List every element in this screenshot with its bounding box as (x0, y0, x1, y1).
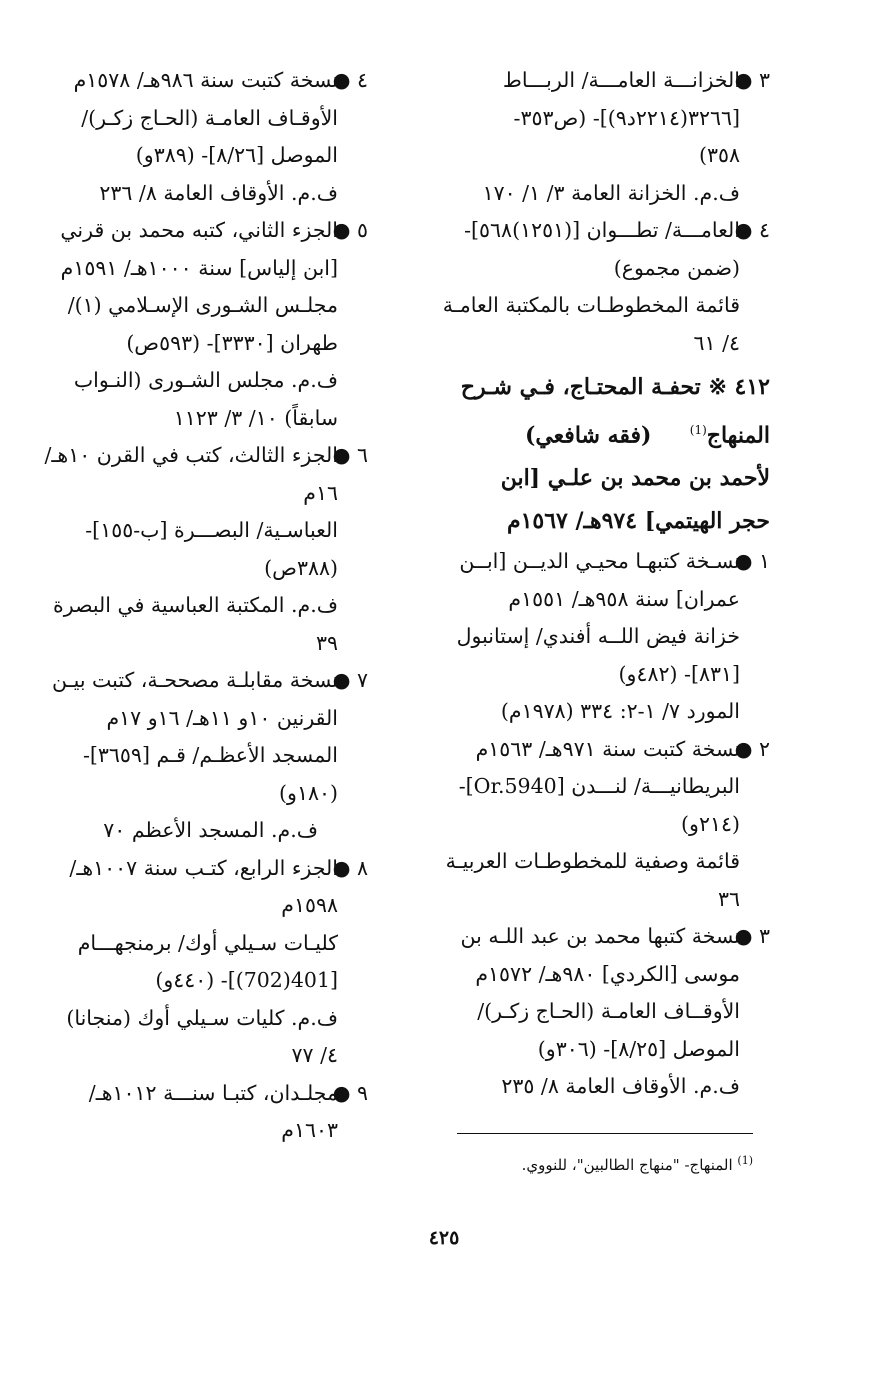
entry-line: ٤/ ٧٧ (291, 1043, 338, 1067)
entry-line: ف.م. المسجد الأعظم ٧٠ (103, 818, 318, 842)
work-title-line (420, 409, 770, 457)
entry-line: ف.م. الأوقاف العامة ٨/ ٢٣٥ (501, 1074, 740, 1099)
entry-line: الموصل [٨/٢٦]- (٣٨٩و) (135, 143, 338, 167)
entry-line: الأوقــاف العامـة (الحـاج زكـر)/ (477, 999, 740, 1024)
right-column (420, 62, 770, 1106)
entry-line: نسخة كتبت سنة ٩٨٦هـ/ ١٥٧٨م (73, 68, 338, 92)
work-subject: (فقه شافعي) (524, 422, 652, 449)
entry-line: نسخة مقابلـة مصححـة، كتبت بيـن (52, 668, 338, 692)
entry-line: (ضمن مجموع) (613, 255, 740, 280)
entry-line: طهران [٣٣٣٠]- (٥٩٣ص) (126, 330, 338, 355)
work-author: لأحمد بن محمد بن علـي [ابن (500, 465, 770, 492)
entry-line: الخزانـــة العامـــة/ الربـــاط (502, 68, 740, 92)
entry-line: مجلـس الشـورى الإسـلامي (١)/ (67, 293, 338, 317)
entry-line: قائمة وصفية للمخطوطـات العربيـة (445, 849, 740, 874)
manuscript-entry (420, 731, 770, 919)
entry-line: ٣٦ (717, 886, 740, 911)
manuscript-entry (28, 62, 368, 212)
manuscript-entry (420, 543, 770, 731)
footnote-reference: (1) (689, 423, 707, 437)
entry-line: قائمة المخطوطـات بالمكتبة العامـة (442, 293, 740, 317)
entry-line: عمران] سنة ٩٥٨هـ/ ١٥٥١م (508, 586, 740, 611)
entry-line: [٨٣١]- (٤٨٢و) (618, 661, 740, 686)
entry-number: ٣ ● (734, 924, 770, 949)
entry-line: الجزء الرابع، كتـب سنة ١٠٠٧هـ/ (69, 855, 338, 880)
footnote (333, 1150, 753, 1176)
entry-number: ٣ ● (734, 68, 770, 92)
entry-line: [٣٢٦٦(٢٢١٤د٩)]- (ص٣٥٣- (513, 105, 740, 130)
entry-number: ١ ● (734, 549, 770, 574)
entry-line: ١٥٩٨م (281, 893, 338, 917)
entry-line: العباسـية/ البصـــرة [ب-١٥٥]- (85, 518, 338, 542)
manuscript-entry (420, 62, 770, 212)
entry-line: (٢١٤و) (681, 811, 740, 836)
entry-line: [ابن إلياس] سنة ١٠٠٠هـ/ ١٥٩١م (60, 255, 338, 280)
manuscript-entry (28, 850, 368, 1075)
entry-line: الجزء الثاني، كتبه محمد بن قرني (60, 218, 338, 242)
entry-number: ٧ ● (332, 668, 368, 692)
entry-line: الأوقـاف العامـة (الحـاج زكـر)/ (81, 105, 338, 130)
manuscript-entry (420, 212, 770, 362)
entry-line: البريطانيـــة/ لنـــدن [Or.5940]- (458, 774, 740, 799)
entry-line: نسـخة كتبهـا محيـي الديــن [ابــن (459, 549, 740, 574)
left-column (28, 62, 368, 1150)
manuscript-entry (28, 1075, 368, 1150)
entry-line: ف.م. مجلس الشـورى (النـواب (73, 368, 338, 392)
manuscript-entry (28, 662, 368, 850)
entry-line: المورد ٧/ ١-٢: ٣٣٤ (١٩٧٨م) (500, 699, 740, 724)
entry-number: ٦ ● (332, 443, 368, 467)
entry-number: ٥ ● (332, 218, 368, 242)
entry-number: ٢ ● (734, 736, 770, 761)
entry-number: ٩ ● (332, 1080, 368, 1105)
entry-number: ٤ ● (332, 68, 368, 92)
entry-line: الموصل [٨/٢٥]- (٣٠٦و) (537, 1036, 740, 1061)
footnote-text: المنهاج- "منهاج الطالبين"، للنووي. (521, 1156, 733, 1174)
entry-line: ف.م. كليات سـيلي أوك (منجانا) (66, 1005, 338, 1030)
manuscript-entry (420, 918, 770, 1106)
entry-line: ف.م. الأوقاف العامة ٨/ ٢٣٦ (99, 180, 338, 205)
entry-line: ١٦٠٣م (281, 1118, 338, 1142)
manuscript-entry (28, 212, 368, 437)
footnote-divider (457, 1133, 753, 1134)
entry-line: القرنين ١٠و ١١هـ/ ١٦و ١٧م (106, 705, 338, 730)
entry-number: ٨ ● (332, 855, 368, 880)
entry-number: ٤ ● (734, 218, 770, 242)
entry-line: (١٨٠و) (279, 780, 338, 805)
entry-line: نسخة كتبت سنة ٩٧١هـ/ ١٥٦٣م (475, 736, 740, 761)
entry-line: ٣٥٨) (698, 143, 740, 167)
entry-line: مجلـدان، كتبـا سنـــة ١٠١٢هـ/ (88, 1080, 338, 1105)
page-number: ٤٢٥ (428, 1227, 460, 1249)
entry-line: [401(702)]- (٤٤٠و) (155, 968, 338, 992)
entry-line: العامـــة/ تطـــوان [(١٢٥١)٥٦٨]- (464, 218, 740, 242)
work-title-end: المنهاج (706, 422, 770, 449)
entry-line: كليـات سـيلي أوك/ برمنجهـــام (77, 930, 338, 955)
entry-line: ف.م. الخزانة العامة ٣/ ١/ ١٧٠ (482, 180, 740, 205)
entry-line: ١٦م (303, 480, 338, 505)
work-title: تحفـة المحتـاج، فـي شـرح (460, 374, 701, 400)
work-number: ٤١٢ ※ (708, 374, 770, 400)
entry-line: سابقاً) ١٠/ ٣/ ١١٢٣ (173, 405, 338, 430)
entry-line: الجزء الثالث، كتب في القرن ١٠هـ/ (44, 443, 338, 467)
entry-line: المسجد الأعظـم/ قـم [٣٦٥٩]- (82, 743, 338, 767)
entry-line: (٣٨٨ص) (264, 555, 338, 580)
work-author: حجر الهيتمي] ٩٧٤هـ/ ١٥٦٧م (506, 508, 770, 535)
work-title-line (420, 366, 770, 409)
manuscript-entry (28, 437, 368, 662)
entry-line: خزانة فيض اللــه أفندي/ إستانبول (456, 624, 740, 649)
entry-line: ٣٩ (315, 630, 338, 655)
entry-line: موسى [الكردي] ٩٨٠هـ/ ١٥٧٢م (475, 961, 740, 986)
work-heading (420, 366, 770, 543)
footnote-marker: (1) (737, 1154, 753, 1167)
entry-line: نسخة كتبها محمد بن عبد اللـه بن (460, 924, 740, 949)
entry-line: ٤/ ٦١ (693, 330, 740, 355)
entry-line: ف.م. المكتبة العباسية في البصرة (53, 593, 338, 617)
